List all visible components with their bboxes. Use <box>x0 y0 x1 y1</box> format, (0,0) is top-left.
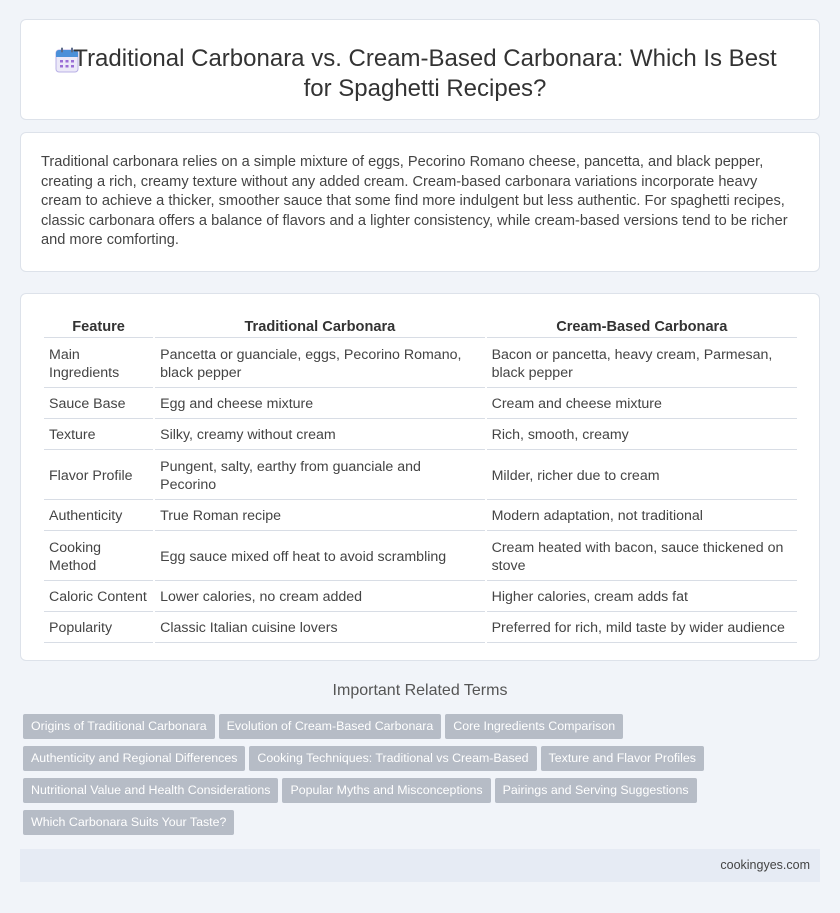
row-feature: Texture <box>44 421 153 450</box>
row-feature: Caloric Content <box>44 583 153 612</box>
row-cream-based: Higher calories, cream adds fat <box>487 583 797 612</box>
tag-cooking-techniques[interactable]: Cooking Techniques: Traditional vs Cream-Based <box>249 746 536 771</box>
row-traditional: Classic Italian cuisine lovers <box>155 614 484 643</box>
tag-nutritional-value[interactable]: Nutritional Value and Health Considerations <box>23 778 278 803</box>
row-traditional: True Roman recipe <box>155 502 484 531</box>
intro-text: Traditional carbonara relies on a simple mixture of eggs, Pecorino Romano cheese, pancetta, and black pepper, creating a rich, creamy texture without any added cream. Cream-based carbonara variations incorporate heavy cream to achieve a thicker, smoother sauce that some find more indulgent but less authentic. For spaghetti recipes, classic carbonara offers a balance of flavors and a lighter consistency, while cream-based versions tend to be richer and more comforting. <box>41 154 788 248</box>
table-row <box>44 583 797 612</box>
tag-evolution-cream-based[interactable]: Evolution of Cream-Based Carbonara <box>219 714 442 739</box>
intro-card <box>20 132 820 272</box>
table-row <box>44 452 797 500</box>
tag-myths-misconceptions[interactable]: Popular Myths and Misconceptions <box>282 778 490 803</box>
related-terms-title: Important Related Terms <box>332 682 508 699</box>
row-traditional: Pancetta or guanciale, eggs, Pecorino Romano, black pepper <box>155 340 484 388</box>
row-traditional: Pungent, salty, earthy from guanciale and Pecorino <box>155 452 484 500</box>
row-traditional: Silky, creamy without cream <box>155 421 484 450</box>
row-cream-based: Rich, smooth, creamy <box>487 421 797 450</box>
header-card <box>20 19 820 120</box>
tag-core-ingredients[interactable]: Core Ingredients Comparison <box>445 714 623 739</box>
row-traditional: Lower calories, no cream added <box>155 583 484 612</box>
tag-texture-flavor[interactable]: Texture and Flavor Profiles <box>541 746 704 771</box>
table-row <box>44 502 797 531</box>
comparison-card <box>20 293 820 661</box>
table-row <box>44 421 797 450</box>
tag-which-carbonara[interactable]: Which Carbonara Suits Your Taste? <box>23 810 234 835</box>
related-terms-tags <box>23 714 723 842</box>
page-title: Traditional Carbonara vs. Cream-Based Carbonara: Which Is Best for Spaghetti Recipes? <box>73 45 777 102</box>
row-feature: Sauce Base <box>44 390 153 419</box>
footer-site-link[interactable]: cookingyes.com <box>720 858 810 872</box>
row-cream-based: Bacon or pancetta, heavy cream, Parmesan, black pepper <box>487 340 797 388</box>
comparison-table <box>42 315 799 645</box>
row-cream-based: Cream and cheese mixture <box>487 390 797 419</box>
header-feature: Feature <box>44 317 153 338</box>
row-cream-based: Modern adaptation, not traditional <box>487 502 797 531</box>
row-feature: Authenticity <box>44 502 153 531</box>
header-cream-based: Cream-Based Carbonara <box>487 317 797 338</box>
row-cream-based: Preferred for rich, mild taste by wider audience <box>487 614 797 643</box>
row-traditional: Egg sauce mixed off heat to avoid scrambling <box>155 533 484 581</box>
tag-origins-traditional[interactable]: Origins of Traditional Carbonara <box>23 714 215 739</box>
header-traditional: Traditional Carbonara <box>155 317 484 338</box>
tag-authenticity-regional[interactable]: Authenticity and Regional Differences <box>23 746 245 771</box>
table-header-row <box>44 317 797 338</box>
row-cream-based: Cream heated with bacon, sauce thickened on stove <box>487 533 797 581</box>
row-feature: Main Ingredients <box>44 340 153 388</box>
table-row <box>44 614 797 643</box>
row-feature: Cooking Method <box>44 533 153 581</box>
table-row <box>44 390 797 419</box>
tag-pairings-serving[interactable]: Pairings and Serving Suggestions <box>495 778 697 803</box>
row-feature: Popularity <box>44 614 153 643</box>
table-row <box>44 533 797 581</box>
table-row <box>44 340 797 388</box>
row-cream-based: Milder, richer due to cream <box>487 452 797 500</box>
footer <box>20 849 820 882</box>
row-traditional: Egg and cheese mixture <box>155 390 484 419</box>
row-feature: Flavor Profile <box>44 452 153 500</box>
